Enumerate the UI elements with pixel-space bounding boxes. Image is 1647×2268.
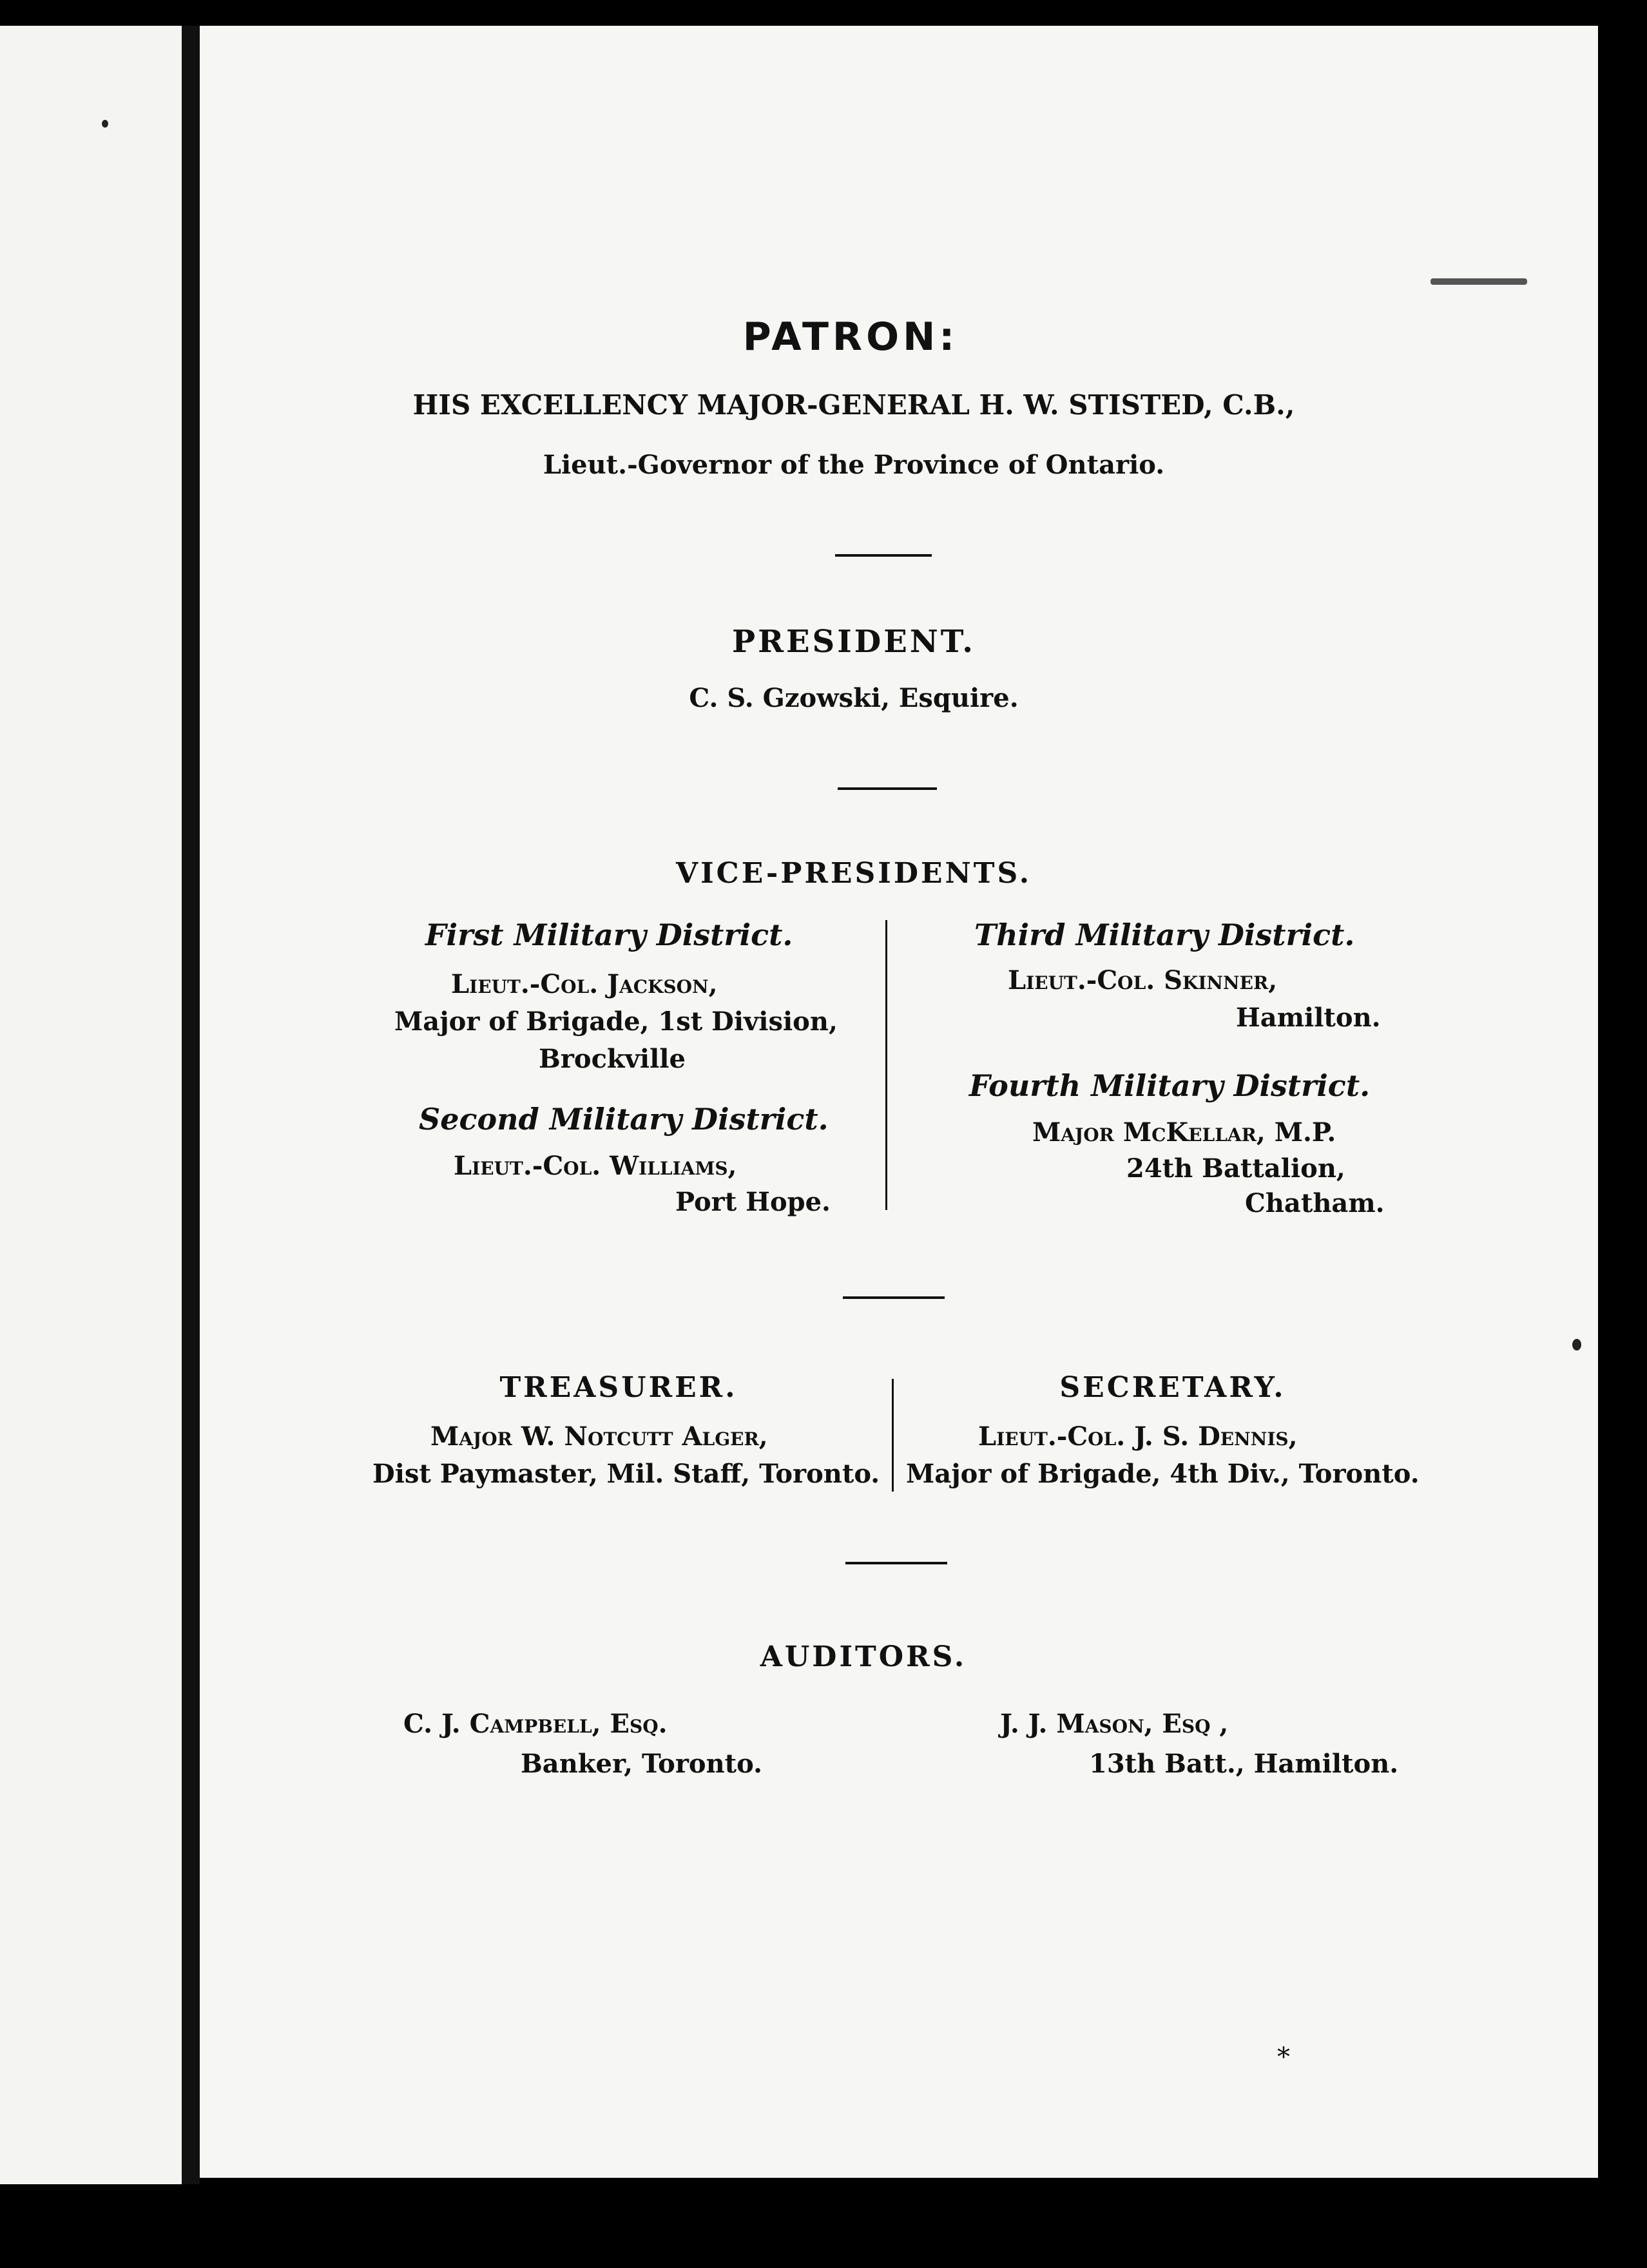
- fourth-district-name: Major McKellar, M.P.: [1032, 1117, 1336, 1148]
- secretary-name: Lieut.-Col. J. S. Dennis,: [978, 1421, 1298, 1452]
- treasurer-role: Dist Paymaster, Mil. Staff, Toronto.: [372, 1459, 880, 1489]
- section-divider: [835, 554, 932, 557]
- column-divider: [892, 1379, 894, 1492]
- ink-spot: [102, 120, 108, 128]
- fourth-district-role: 24th Battalion,: [1126, 1153, 1345, 1184]
- asterisk-mark: *: [1277, 2042, 1290, 2072]
- section-divider: [843, 1296, 945, 1299]
- second-district-place: Port Hope.: [675, 1187, 831, 1217]
- first-district-name: Lieut.-Col. Jackson,: [451, 969, 718, 999]
- auditor-2-role: 13th Batt., Hamilton.: [1089, 1749, 1399, 1779]
- patron-name: HIS EXCELLENCY MAJOR-GENERAL H. W. STISTED, C.B.,: [412, 389, 1295, 421]
- president-heading: PRESIDENT.: [731, 624, 976, 660]
- vice-presidents-heading: VICE-PRESIDENTS.: [675, 857, 1032, 890]
- fourth-district-place: Chatham.: [1245, 1188, 1385, 1218]
- first-district-role: Major of Brigade, 1st Division,: [394, 1006, 838, 1037]
- fourth-district-title: Fourth Military District.: [969, 1068, 1371, 1103]
- ink-spot: [1572, 1339, 1581, 1350]
- patron-heading: PATRON:: [742, 314, 959, 360]
- section-divider: [838, 787, 937, 790]
- auditor-2-name: J. J. Mason, Esq ,: [1000, 1709, 1229, 1739]
- first-district-title: First Military District.: [425, 918, 793, 952]
- first-district-place: Brockville: [539, 1044, 686, 1074]
- auditors-heading: AUDITORS.: [760, 1640, 967, 1673]
- third-district-name: Lieut.-Col. Skinner,: [1008, 965, 1278, 995]
- auditor-1-role: Banker, Toronto.: [521, 1749, 763, 1779]
- patron-title: Lieut.-Governor of the Province of Ontario.: [543, 450, 1165, 480]
- secretary-heading: SECRETARY.: [1059, 1371, 1286, 1404]
- secretary-role: Major of Brigade, 4th Div., Toronto.: [906, 1459, 1420, 1489]
- section-divider: [845, 1562, 947, 1564]
- treasurer-name: Major W. Notcutt Alger,: [430, 1421, 768, 1452]
- facing-page-edge: [0, 26, 200, 2184]
- second-district-title: Second Military District.: [419, 1102, 829, 1137]
- scan-smudge: [1430, 278, 1527, 285]
- third-district-title: Third Military District.: [974, 918, 1355, 952]
- auditor-1-name: C. J. Campbell, Esq.: [403, 1709, 668, 1739]
- column-divider: [885, 920, 887, 1210]
- third-district-place: Hamilton.: [1236, 1003, 1381, 1033]
- treasurer-heading: TREASURER.: [499, 1371, 738, 1404]
- president-name: C. S. Gzowski, Esquire.: [689, 683, 1019, 713]
- book-spine: [182, 26, 200, 2184]
- second-district-name: Lieut.-Col. Williams,: [454, 1151, 737, 1181]
